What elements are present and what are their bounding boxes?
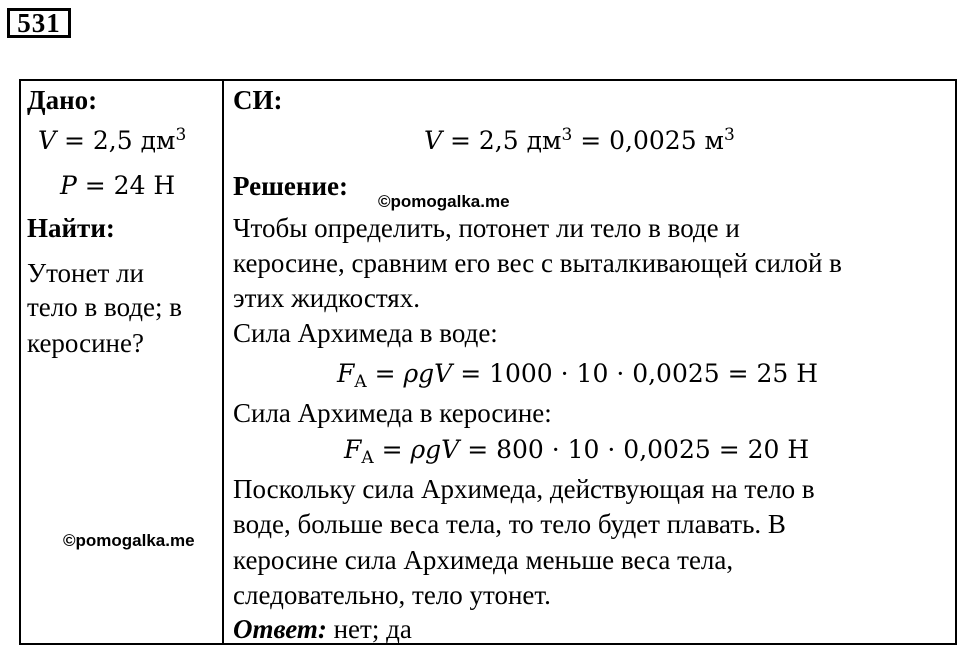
water-force-subscript: A (354, 372, 367, 392)
column-divider (222, 79, 224, 645)
answer-label: Ответ: (233, 614, 327, 644)
volume-exponent: 3 (175, 125, 187, 145)
answer-line (233, 612, 412, 646)
weight-symbol: P (60, 171, 77, 200)
find-heading: Найти: (27, 213, 115, 243)
conclusion-line-2: воде, больше веса тела, то тело будет плавать. В (233, 509, 786, 539)
kerosene-heading: Сила Архимеда в керосине: (233, 398, 552, 428)
volume-value: = 2,5 дм (56, 126, 176, 155)
water-rho-g-v: ρgV (403, 359, 453, 388)
answer-value: нет; да (326, 614, 412, 644)
watermark-right: ©pomogalka.me (378, 192, 510, 211)
kerosene-eq: = (373, 435, 411, 464)
volume-symbol: V (38, 126, 57, 155)
conclusion-line-3: керосине сила Архимеда меньше веса тела, (233, 545, 734, 575)
watermark-left: ©pomogalka.me (63, 531, 195, 550)
si-exponent-1: 3 (561, 125, 573, 145)
si-part-2: = 0,0025 м (572, 126, 724, 155)
intro-line-3: этих жидкостях. (233, 283, 420, 313)
kerosene-formula (344, 433, 809, 467)
si-conversion (424, 124, 735, 158)
intro-line-1: Чтобы определить, потонет ли тело в воде и (233, 213, 740, 243)
kerosene-force-symbol: F (344, 435, 362, 464)
water-force-symbol: F (337, 359, 355, 388)
problem-number: 531 (7, 8, 71, 38)
find-line-2: тело в воде; в (27, 292, 183, 322)
given-weight (60, 169, 175, 203)
given-heading: Дано: (27, 85, 98, 115)
si-symbol: V (424, 126, 443, 155)
si-exponent-2: 3 (724, 125, 735, 145)
water-eq: = (366, 359, 404, 388)
si-part-1: = 2,5 дм (442, 126, 562, 155)
find-line-3: керосине? (27, 328, 144, 358)
si-heading: СИ: (233, 85, 283, 115)
water-calc: = 1000 · 10 · 0,0025 = 25 Н (452, 359, 819, 388)
kerosene-rho-g-v: ρgV (410, 435, 460, 464)
kerosene-force-subscript: A (361, 448, 374, 468)
given-volume (38, 124, 186, 158)
intro-line-2: керосине, сравним его вес с выталкивающей силой в (233, 248, 842, 278)
weight-value: = 24 Н (76, 171, 176, 200)
kerosene-calc: = 800 · 10 · 0,0025 = 20 Н (459, 435, 810, 464)
water-heading: Сила Архимеда в воде: (233, 318, 498, 348)
conclusion-line-4: следовательно, тело утонет. (233, 580, 551, 610)
water-formula (337, 357, 818, 391)
solution-heading: Решение: (233, 171, 348, 201)
conclusion-line-1: Поскольку сила Архимеда, действующая на тело в (233, 474, 815, 504)
find-line-1: Утонет ли (27, 258, 144, 288)
